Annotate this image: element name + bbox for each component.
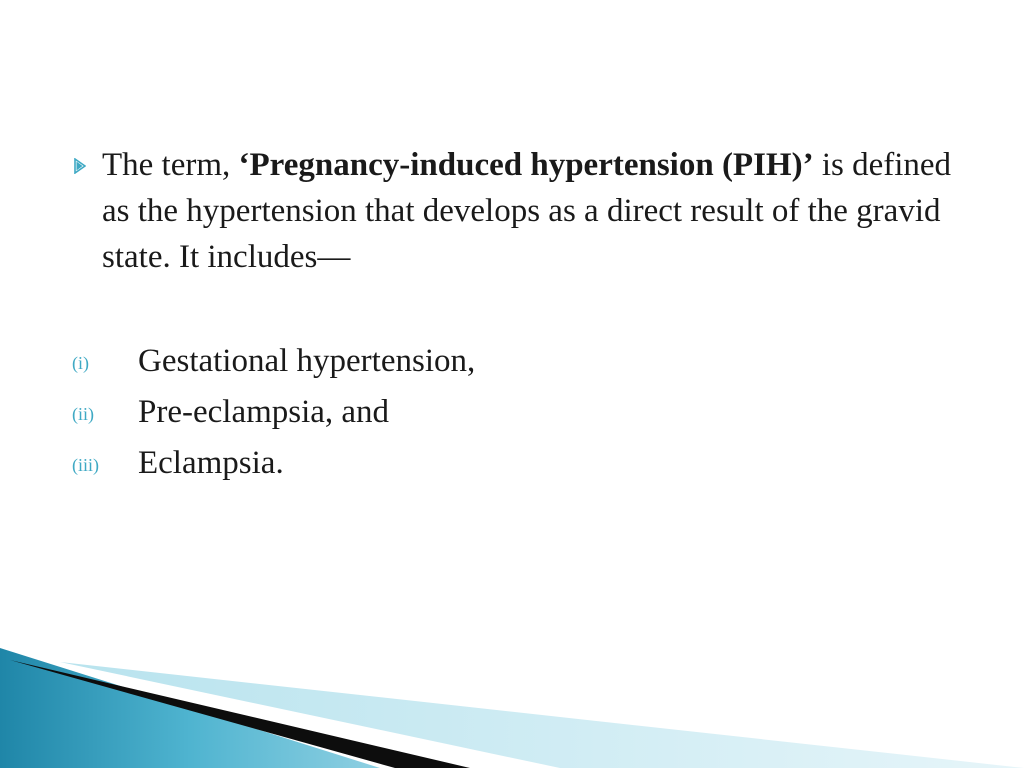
black-stripe (10, 660, 470, 768)
pale-wedge (60, 662, 1024, 768)
bullet-paragraph (102, 142, 962, 280)
numbered-list (72, 338, 772, 491)
list-marker: (iii) (72, 455, 99, 475)
triangle-right-icon (74, 158, 86, 174)
list-item-text: Eclampsia. (138, 445, 284, 481)
list-item (72, 338, 772, 389)
bullet-rest: is defined as the hypertension that develops as a direct result of the gravid state. It includes— (102, 147, 952, 275)
teal-wedge (0, 648, 380, 768)
list-item-text: Gestational hypertension, (138, 343, 476, 379)
list-item (72, 440, 772, 491)
bullet-term: ‘Pregnancy-induced hypertension (PIH)’ (238, 147, 814, 183)
list-item-text: Pre-eclampsia, and (138, 394, 390, 430)
bullet-intro: The term, (102, 147, 239, 183)
list-item (72, 389, 772, 440)
list-marker: (i) (72, 353, 89, 373)
list-marker: (ii) (72, 404, 94, 424)
